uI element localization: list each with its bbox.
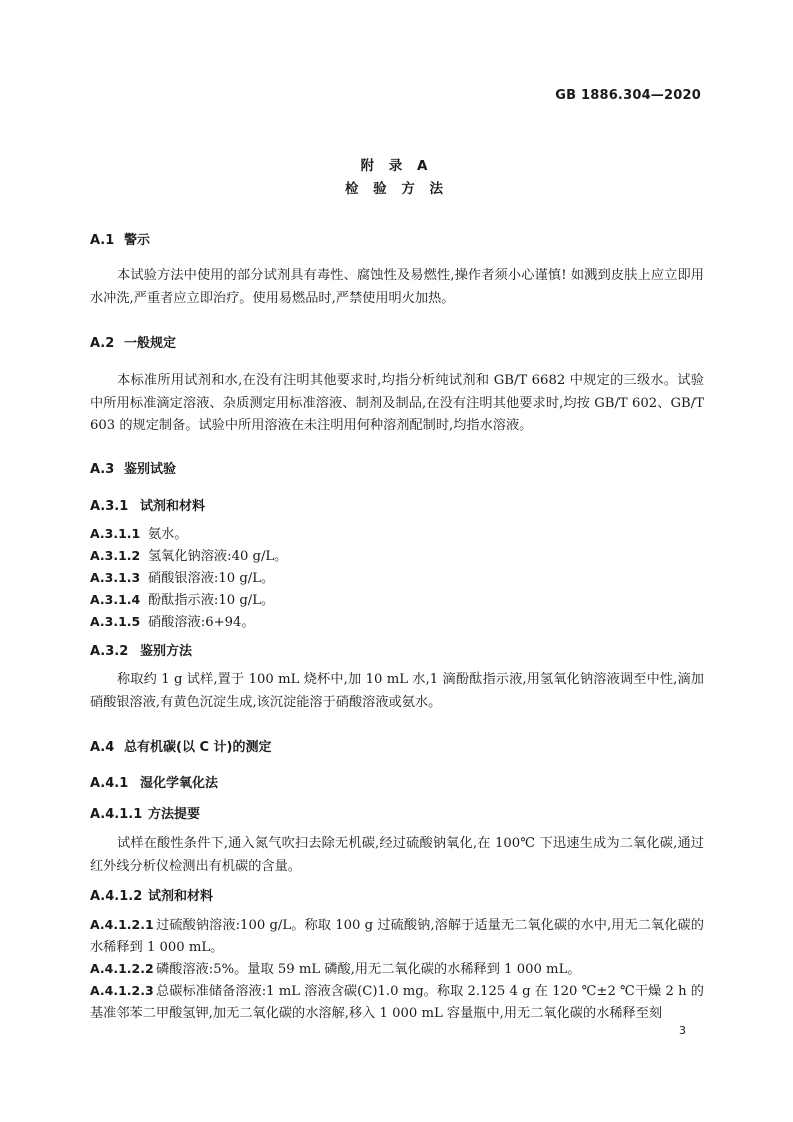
list-item: A.3.1.3 硝酸银溶液:10 g/L。 <box>90 570 275 586</box>
paragraph-a411: 试样在酸性条件下,通入氮气吹扫去除无机碳,经过硫酸钠氧化,在 100℃ 下迅速生成为二氧化碳,通过红外线分析仪检测出有机碳的含量。 <box>90 836 704 874</box>
standard-code: GB 1886.304—2020 <box>555 88 701 103</box>
section-heading-a3: A.3 鉴别试验 <box>90 462 177 477</box>
list-item: A.4.1.2.2 磷酸溶液:5%。量取 59 mL 磷酸,用无二氧化碳的水稀释到 1 000 mL。 <box>90 961 581 977</box>
page-number: 3 <box>679 1024 686 1037</box>
section-heading-a2: A.2 一般规定 <box>90 336 177 351</box>
section-heading-a32: A.3.2 鉴别方法 <box>90 644 193 659</box>
paragraph-a32: 称取约 1 g 试样,置于 100 mL 烧杯中,加 10 mL 水,1 滴酚酞指示液,用氢氧化钠溶液调至中性,滴加硝酸银溶液,有黄色沉淀生成,该沉淀能溶于硝酸溶液或氨水。 <box>90 672 704 710</box>
list-item: A.3.1.5 硝酸溶液:6+94。 <box>90 614 255 630</box>
list-item: A.3.1.4 酚酞指示液:10 g/L。 <box>90 592 275 608</box>
section-heading-a412: A.4.1.2 试剂和材料 <box>90 889 214 904</box>
paragraph-a1: 本试验方法中使用的部分试剂具有毒性、腐蚀性及易燃性,操作者须小心谨慎! 如溅到皮肤上应立即用水冲洗,严重者应立即治疗。使用易燃品时,严禁使用明火加热。 <box>90 268 704 306</box>
section-heading-a4: A.4 总有机碳(以 C 计)的测定 <box>90 740 272 755</box>
list-item: A.3.1.1 氨水。 <box>90 526 188 542</box>
section-heading-a31: A.3.1 试剂和材料 <box>90 499 206 514</box>
list-item: A.4.1.2.1 过硫酸钠溶液:100 g/L。称取 100 g 过硫酸钠,溶解于适量无二氧化碳的水中,用无二氧化碳的水稀释到 1 000 mL。 <box>90 917 704 955</box>
paragraph-a2: 本标准所用试剂和水,在没有注明其他要求时,均指分析纯试剂和 GB/T 6682 中规定的三级水。试验中所用标准滴定溶液、杂质测定用标准溶液、制剂及制品,在没有注明其他要求时,均按 GB/T 602、GB/T 603 的规定制备。试验中所用溶液在未注明用何种溶剂配制时,均指水溶液。 <box>90 373 704 433</box>
section-heading-a1: A.1 警示 <box>90 233 151 248</box>
annex-title: 检 验 方 法 <box>344 181 449 197</box>
section-heading-a41: A.4.1 湿化学氧化法 <box>90 776 219 791</box>
section-heading-a411: A.4.1.1 方法提要 <box>90 807 201 822</box>
list-item: A.3.1.2 氢氧化钠溶液:40 g/L。 <box>90 548 288 564</box>
list-item: A.4.1.2.3 总碳标准储备溶液:1 mL 溶液含碳(C)1.0 mg。称取 2.125 4 g 在 120 ℃±2 ℃干燥 2 h 的基准邻苯二甲酸氢钾,加无二氧化碳的水溶解,移入 1 000 mL 容量瓶中,用无二氧化碳的水稀释至刻 <box>90 983 704 1021</box>
annex-label: 附 录 A <box>360 158 433 174</box>
